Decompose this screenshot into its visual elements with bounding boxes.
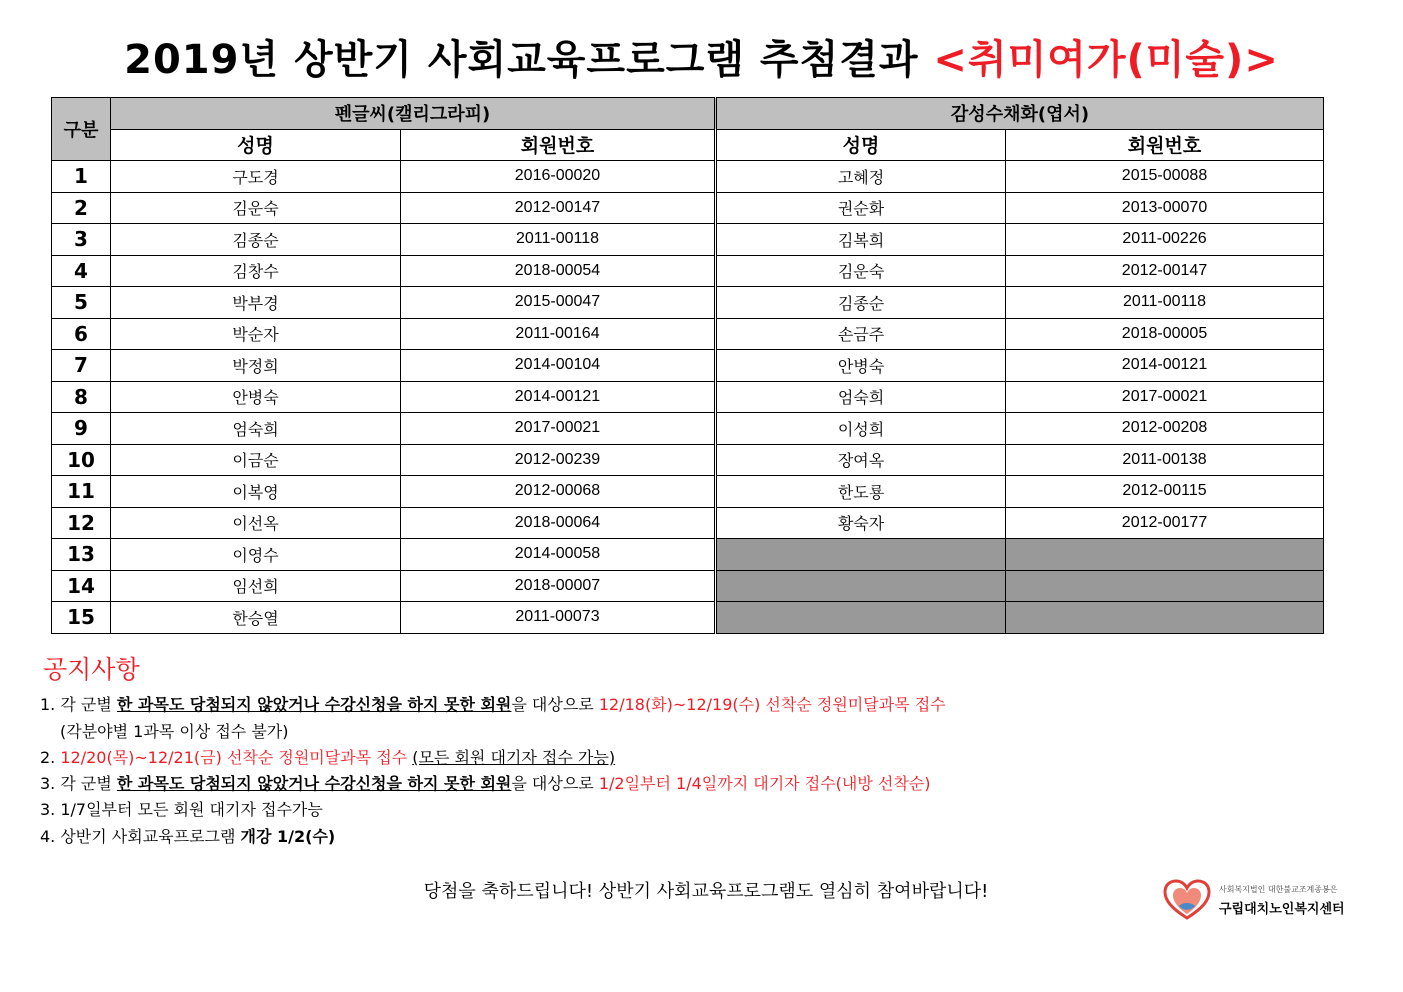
notice-title: 공지사항 <box>43 655 140 684</box>
group-b-name-cell: 한도룡 <box>716 476 1006 508</box>
table-row <box>52 318 1324 350</box>
group-a-name-header: 성명 <box>111 129 401 161</box>
table-row <box>52 476 1324 508</box>
group-a-name-cell: 박부경 <box>111 287 401 319</box>
notice-3-target: 한 과목도 당첨되지 않았거나 수강신청을 하지 못한 회원 <box>116 774 512 793</box>
group-a-name-cell: 이선옥 <box>111 507 401 539</box>
group-a-id-cell: 2011-00118 <box>401 224 716 256</box>
notice-5-text: 4. 상반기 사회교육프로그램 <box>40 827 241 846</box>
group-a-id-cell: 2011-00164 <box>401 318 716 350</box>
table-row <box>52 507 1324 539</box>
group-a-id-cell: 2014-00104 <box>401 350 716 382</box>
group-a-id-cell: 2014-00121 <box>401 381 716 413</box>
notice-1-target: 한 과목도 당첨되지 않았거나 수강신청을 하지 못한 회원 <box>116 695 512 714</box>
group-a-name-cell: 김종순 <box>111 224 401 256</box>
group-b-id-cell <box>1006 539 1324 571</box>
group-a-id-cell: 2016-00020 <box>401 161 716 193</box>
group-b-id-cell <box>1006 602 1324 634</box>
group-b-id-cell: 2018-00005 <box>1006 318 1324 350</box>
group-a-name-cell: 임선희 <box>111 570 401 602</box>
group-b-id-cell: 2014-00121 <box>1006 350 1324 382</box>
group-b-id-header: 회원번호 <box>1006 129 1324 161</box>
group-b-name-cell <box>716 570 1006 602</box>
page-title <box>0 28 1403 85</box>
group-b-id-cell: 2011-00226 <box>1006 224 1324 256</box>
row-number: 4 <box>52 255 111 287</box>
group-a-id-cell: 2018-00054 <box>401 255 716 287</box>
group-b-name-cell: 김운숙 <box>716 255 1006 287</box>
group-a-name-cell: 박정희 <box>111 350 401 382</box>
group-b-name-cell <box>716 602 1006 634</box>
table-column-header-row <box>52 129 1324 161</box>
group-b-id-cell: 2015-00088 <box>1006 161 1324 193</box>
group-a-id-cell: 2014-00058 <box>401 539 716 571</box>
notice-item-1-sub: (각분야별 1과목 이상 접수 불가) <box>60 722 289 741</box>
notice-1-number: 1. <box>40 695 56 714</box>
notice-2-note: (모든 회원 대기자 접수 가능) <box>412 748 616 767</box>
table-row <box>52 413 1324 445</box>
notice-3-schedule: 1/2일부터 1/4일까지 대기자 접수(내방 선착순) <box>598 774 931 793</box>
group-b-title: 감성수채화(엽서) <box>716 98 1324 130</box>
center-logo <box>1163 876 1363 924</box>
group-b-name-cell: 안병숙 <box>716 350 1006 382</box>
group-b-id-cell: 2012-00147 <box>1006 255 1324 287</box>
table-group-header-row <box>52 98 1324 130</box>
notice-3-text-b: 을 대상으로 <box>511 774 599 793</box>
group-a-id-cell: 2011-00073 <box>401 602 716 634</box>
table-row <box>52 224 1324 256</box>
notice-3-text-a: 각 군별 <box>55 774 117 793</box>
table-row <box>52 287 1324 319</box>
group-a-id-cell: 2012-00147 <box>401 192 716 224</box>
notice-2-schedule: 12/20(목)~12/21(금) 선착순 정원미달과목 접수 <box>55 748 408 767</box>
heart-logo-icon <box>1163 878 1211 922</box>
table-row <box>52 381 1324 413</box>
group-a-id-cell: 2015-00047 <box>401 287 716 319</box>
closing-message: 당첨을 축하드립니다! 상반기 사회교육프로그램도 열심히 참여바랍니다! <box>423 881 989 902</box>
group-b-name-cell: 황숙자 <box>716 507 1006 539</box>
notice-5-opening: 개강 1/2(수) <box>240 827 336 846</box>
group-a-name-cell: 안병숙 <box>111 381 401 413</box>
group-b-name-cell: 이성희 <box>716 413 1006 445</box>
index-header: 구분 <box>52 98 111 161</box>
row-number: 5 <box>52 287 111 319</box>
title-main: 2019년 상반기 사회교육프로그램 추첨결과 <box>124 37 919 83</box>
group-b-id-cell: 2012-00208 <box>1006 413 1324 445</box>
group-a-name-cell: 김창수 <box>111 255 401 287</box>
group-a-name-cell: 김운숙 <box>111 192 401 224</box>
title-category: <취미여가(미술)> <box>933 37 1279 83</box>
row-number: 6 <box>52 318 111 350</box>
row-number: 2 <box>52 192 111 224</box>
group-a-name-cell: 박순자 <box>111 318 401 350</box>
table-row <box>52 570 1324 602</box>
group-b-id-cell: 2012-00115 <box>1006 476 1324 508</box>
group-b-name-cell <box>716 539 1006 571</box>
group-b-id-cell: 2012-00177 <box>1006 507 1324 539</box>
row-number: 3 <box>52 224 111 256</box>
row-number: 13 <box>52 539 111 571</box>
group-b-id-cell: 2011-00138 <box>1006 444 1324 476</box>
row-number: 7 <box>52 350 111 382</box>
notice-item-3 <box>40 771 930 794</box>
group-a-id-header: 회원번호 <box>401 129 716 161</box>
row-number: 10 <box>52 444 111 476</box>
group-a-name-cell: 이복영 <box>111 476 401 508</box>
group-b-id-cell <box>1006 570 1324 602</box>
notice-item-2 <box>40 745 615 768</box>
group-b-id-cell: 2017-00021 <box>1006 381 1324 413</box>
group-b-name-cell: 김복희 <box>716 224 1006 256</box>
group-a-name-cell: 이금순 <box>111 444 401 476</box>
row-number: 1 <box>52 161 111 193</box>
group-b-name-cell: 손금주 <box>716 318 1006 350</box>
table-row <box>52 602 1324 634</box>
row-number: 9 <box>52 413 111 445</box>
row-number: 12 <box>52 507 111 539</box>
group-a-id-cell: 2012-00068 <box>401 476 716 508</box>
group-b-name-cell: 김종순 <box>716 287 1006 319</box>
notice-1-text-b: 을 대상으로 <box>511 695 599 714</box>
table-row <box>52 444 1324 476</box>
group-a-id-cell: 2018-00064 <box>401 507 716 539</box>
group-b-name-cell: 엄숙희 <box>716 381 1006 413</box>
table-row <box>52 192 1324 224</box>
notice-1-schedule: 12/18(화)~12/19(수) 선착순 정원미달과목 접수 <box>598 695 946 714</box>
row-number: 14 <box>52 570 111 602</box>
group-a-id-cell: 2017-00021 <box>401 413 716 445</box>
notice-item-1 <box>40 692 946 715</box>
group-b-name-cell: 장여옥 <box>716 444 1006 476</box>
group-b-id-cell: 2011-00118 <box>1006 287 1324 319</box>
table-row <box>52 350 1324 382</box>
group-a-name-cell: 한승열 <box>111 602 401 634</box>
row-number: 15 <box>52 602 111 634</box>
notice-item-4: 3. 1/7일부터 모든 회원 대기자 접수가능 <box>40 800 323 819</box>
group-b-name-header: 성명 <box>716 129 1006 161</box>
group-b-name-cell: 고혜정 <box>716 161 1006 193</box>
table-row <box>52 255 1324 287</box>
row-number: 11 <box>52 476 111 508</box>
group-a-title: 펜글씨(캘리그라피) <box>111 98 716 130</box>
group-a-id-cell: 2018-00007 <box>401 570 716 602</box>
lottery-result-table <box>51 97 1324 634</box>
notice-2-number: 2. <box>40 748 56 767</box>
group-a-name-cell: 엄숙희 <box>111 413 401 445</box>
group-a-name-cell: 구도경 <box>111 161 401 193</box>
notice-1-text-a: 각 군별 <box>55 695 117 714</box>
table-row <box>52 539 1324 571</box>
group-a-id-cell: 2012-00239 <box>401 444 716 476</box>
group-b-id-cell: 2013-00070 <box>1006 192 1324 224</box>
table-row <box>52 161 1324 193</box>
group-b-name-cell: 권순화 <box>716 192 1006 224</box>
logo-subtitle: 사회복지법인 대한불교조계종봉은 <box>1219 885 1338 894</box>
group-a-name-cell: 이영수 <box>111 539 401 571</box>
notice-item-5 <box>40 824 335 847</box>
row-number: 8 <box>52 381 111 413</box>
logo-name: 구립대치노인복지센터 <box>1219 902 1345 917</box>
notice-3-number: 3. <box>40 774 56 793</box>
